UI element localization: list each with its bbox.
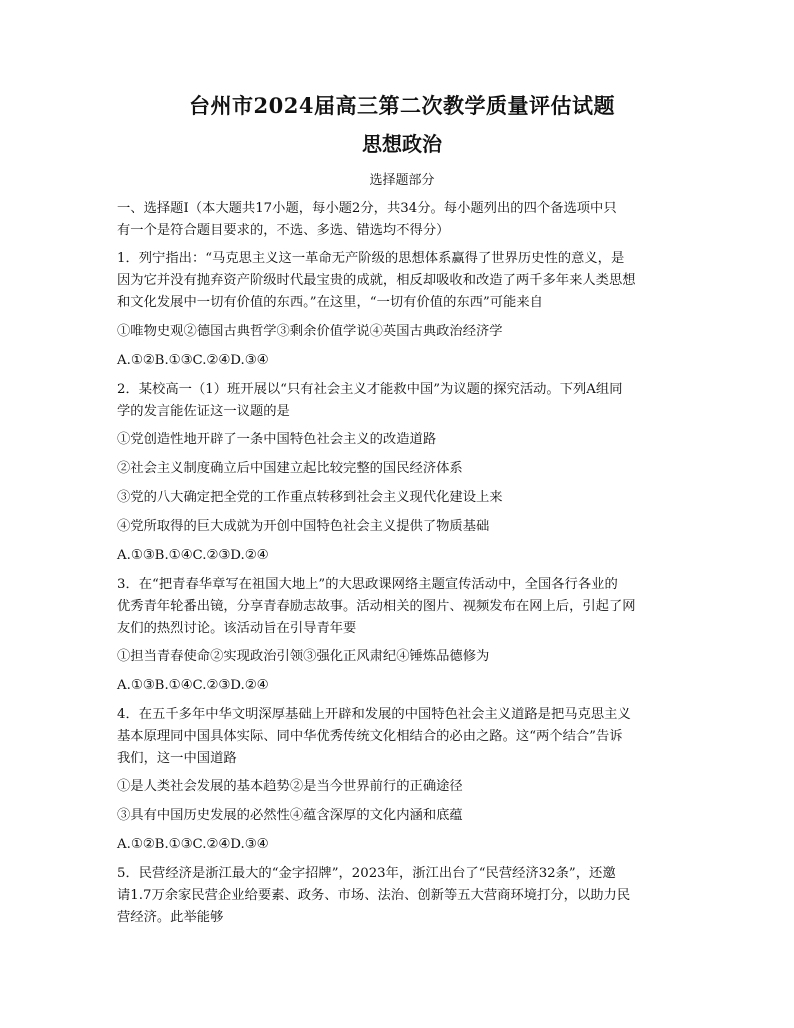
section-heading: 选择题部分	[369, 173, 435, 188]
question-2-item: ④党所取得的巨大成就为开创中国特色社会主义提供了物质基础	[117, 519, 490, 534]
question-4-stem: 4．在五千多年中华文明深厚基础上开辟和发展的中国特色社会主义道路是把马克思主义	[117, 707, 631, 722]
question-2-stem: 2．某校高一（1）班开展以“只有社会主义才能救中国”为议题的探究活动。下列A组同	[117, 382, 623, 397]
question-1-stem: 1．列宁指出：“马克思主义这一革命无产阶级的思想体系赢得了世界历史性的意义，是	[117, 251, 625, 266]
question-5-stem: 5．民营经济是浙江最大的“金字招牌”，2023年，浙江出台了“民营经济32条”，还邀	[117, 866, 616, 881]
question-5-stem: 请1.7万余家民营企业给要素、政务、市场、法治、创新等五大营商环境打分，以助力民	[117, 888, 631, 903]
instructions-line: 一、选择题Ⅰ（本大题共17小题，每小题2分，共34分。每小题列出的四个备选项中只	[117, 201, 617, 216]
question-3-stem: 友们的热烈讨论。该活动旨在引导青年要	[117, 621, 357, 636]
question-3-stem: 优秀青年轮番出镜，分享青春励志故事。活动相关的图片、视频发布在网上后，引起了网	[117, 599, 636, 614]
question-2-item: ②社会主义制度确立后中国建立起比较完整的国民经济体系	[117, 461, 463, 476]
question-1-stem: 和文化发展中一切有价值的东西。”在这里，“一切有价值的东西”可能来自	[117, 295, 543, 310]
exam-title: 台州市2024届高三第二次教学质量评估试题	[189, 93, 615, 118]
question-2-item: ③党的八大确定把全党的工作重点转移到社会主义现代化建设上来	[117, 490, 503, 505]
question-1-items: ①唯物史观②德国古典哲学③剩余价值学说④英国古典政治经济学	[117, 324, 503, 339]
question-5-stem: 营经济。此举能够	[117, 910, 224, 925]
question-4-items: ③具有中国历史发展的必然性④蕴含深厚的文化内涵和底蕴	[117, 808, 463, 823]
question-2-stem: 学的发言能佐证这一议题的是	[117, 404, 290, 419]
question-4-stem: 我们，这一中国道路	[117, 751, 237, 766]
subject-title: 思想政治	[362, 132, 442, 156]
question-2-item: ①党创造性地开辟了一条中国特色社会主义的改造道路	[117, 432, 437, 447]
question-4-choices: A.①②B.①③C.②④D.③④	[117, 837, 269, 852]
question-1-stem: 因为它并没有抛弃资产阶级时代最宝贵的成就，相反却吸收和改造了两千多年来人类思想	[117, 273, 636, 288]
question-3-choices: A.①③B.①④C.②③D.②④	[117, 678, 269, 693]
question-4-stem: 基本原理同中国具体实际、同中华优秀传统文化相结合的必由之路。这“两个结合”告诉	[117, 729, 623, 744]
instructions-line: 有一个是符合题目要求的，不选、多选、错选均不得分）	[117, 223, 450, 238]
question-1-choices: A.①②B.①③C.②④D.③④	[117, 353, 269, 368]
question-2-choices: A.①③B.①④C.②③D.②④	[117, 548, 269, 563]
question-3-stem: 3．在“把青春华章写在祖国大地上”的大思政课网络主题宣传活动中，全国各行各业的	[117, 577, 618, 592]
question-3-items: ①担当青春使命②实现政治引领③强化正风肃纪④锤炼品德修为	[117, 649, 490, 664]
question-4-items: ①是人类社会发展的基本趋势②是当今世界前行的正确途径	[117, 779, 463, 794]
